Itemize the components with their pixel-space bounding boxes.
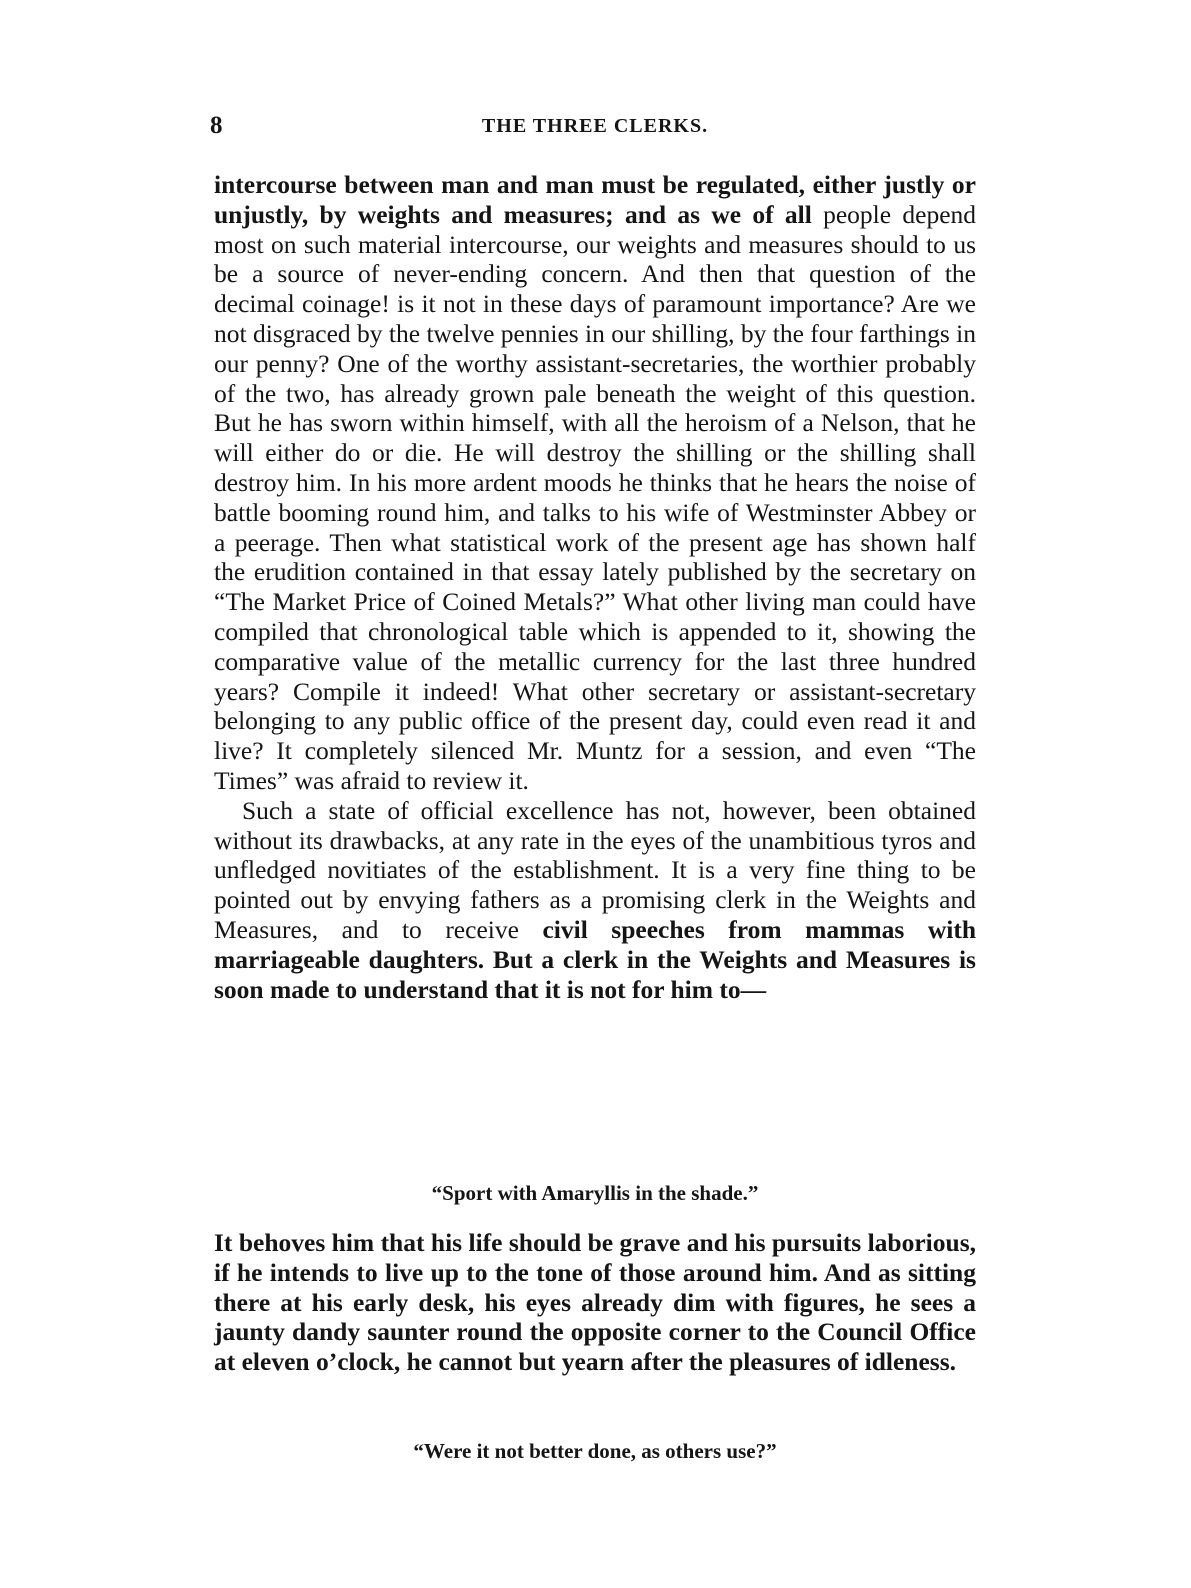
running-head <box>210 112 980 146</box>
verse-quote-1: “Sport with Amaryllis in the shade.” <box>431 1181 759 1205</box>
paragraph-2 <box>214 796 976 1005</box>
running-title: THE THREE CLERKS. <box>481 115 709 137</box>
page-number: 8 <box>210 112 223 139</box>
paragraph-1-bold-lines: intercourse between man and man must be regulated, either justly or unjustly, by weights and measures; and as we of all <box>214 170 976 229</box>
paragraph-1 <box>214 170 976 796</box>
paragraph-2-bold-lines: civil speeches from mammas with marriageable daughters. But a clerk in the Weights and Measures is soon made to understand that it is not for him to— <box>214 914 977 1004</box>
paragraph-2-text: Such a state of official excellence has not, however, been obtained without its drawbacks, at any rate in the eyes of the unambitious tyros and unfledged novitiates of the establishment. It is a very fine thing to be pointed out by envying fathers as a promising clerk in the Weights and Measures, and to receive <box>214 795 976 944</box>
paragraph-3: It behoves him that his life should be grave and his pursuits laborious, if he intends to live up to the tone of those around him. And as sitting there at his early desk, his eyes already dim with figures, he sees a jaunty dandy saunter round the opposite corner to the Council Office at eleven o’clock, he cannot but yearn after the pleasures of idleness. <box>214 1228 976 1377</box>
body-text <box>214 170 976 1004</box>
paragraph-1-text: people depend most on such material intercourse, our weights and measures should to us be a source of never-ending concern. And then that question of the decimal coinage! is it not in these days of paramount importance? Are we not disgraced by the twelve pennies in our shilling, by the four farthings in our penny? One of the worthy assistant-secretaries, the worthier probably of the two, has already grown pale beneath the weight of this question. But he has sworn within himself, with all the heroism of a Nelson, that he will either do or die. He will destroy the shilling or the shilling shall destroy him. In his more ardent moods he thinks that he hears the noise of battle booming round him, and talks to his wife of Westminster Abbey or a peerage. Then what statistical work of the present age has shown half the erudition contained in that essay lately published by the secretary on “The Market Price of Coined Metals?” What other living man could have compiled that chronological table which is appended to it, showing the comparative value of the metallic currency for the last three hundred years? Compile it indeed! What other secretary or assistant-secretary belonging to any public office of the present day, could even read it and live? It completely silenced Mr. Muntz for a session, and even “The Times” was afraid to review it. <box>214 199 977 795</box>
verse-quote-2: “Were it not better done, as others use?” <box>413 1439 777 1463</box>
